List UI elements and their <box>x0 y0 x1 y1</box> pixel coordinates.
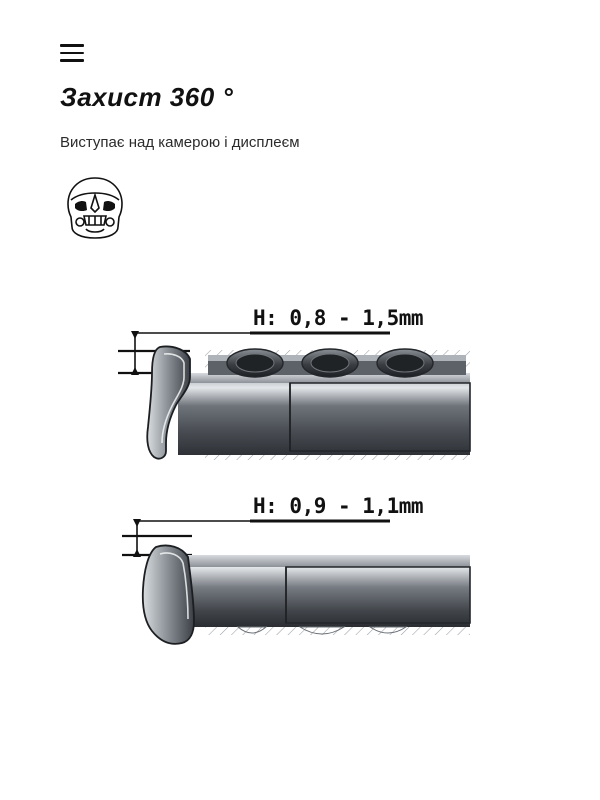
page-subtitle: Виступає над камерою і дисплеєм <box>60 134 300 151</box>
menu-bar-2 <box>60 52 84 55</box>
camera-lenses <box>227 349 433 377</box>
hamburger-menu-icon[interactable] <box>60 44 84 64</box>
camera-protection-view <box>118 306 470 460</box>
camera-dimension-label: H: 0,8 - 1,5mm <box>253 306 424 330</box>
protection-diagram <box>0 255 600 685</box>
display-dimension-label: H: 0,9 - 1,1mm <box>253 494 424 518</box>
stormtrooper-helmet-icon <box>60 175 130 241</box>
display-protection-view <box>122 494 470 644</box>
page-title: Захист 360 ° <box>60 82 234 112</box>
menu-bar-3 <box>60 59 84 62</box>
menu-bar-1 <box>60 44 84 47</box>
